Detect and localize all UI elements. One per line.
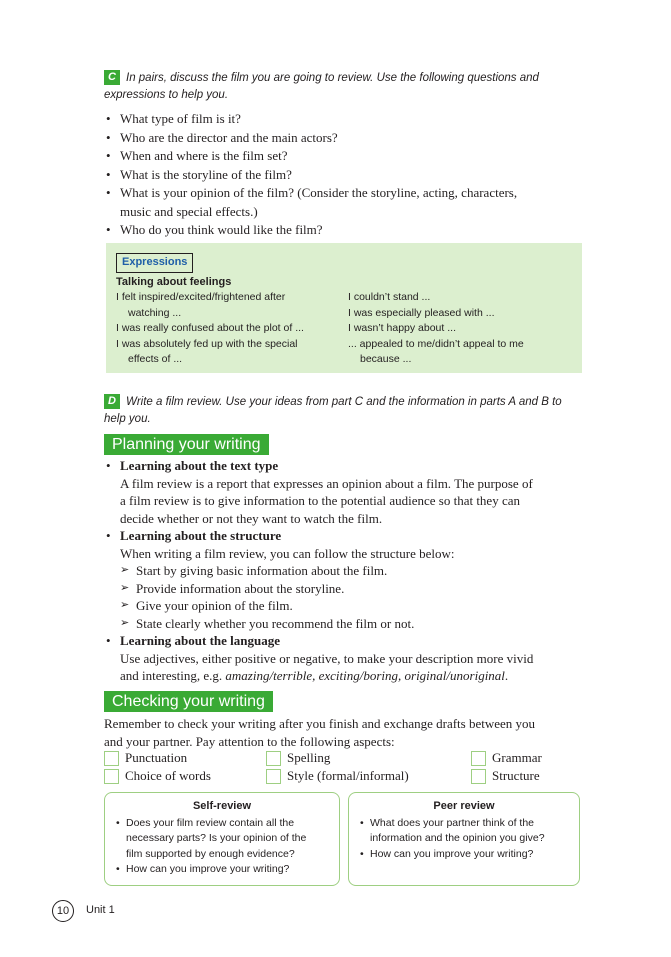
discussion-questions — [104, 110, 580, 240]
planning-heading: Planning your writing — [104, 434, 269, 455]
task-c-label: C — [104, 70, 120, 85]
checkbox[interactable] — [471, 769, 486, 784]
question-item: • What is the storyline of the film? — [104, 166, 580, 185]
structure-step: ➢ Give your opinion of the film. — [104, 597, 574, 615]
language-title: • Learning about the language — [104, 632, 574, 650]
checkbox[interactable] — [104, 751, 119, 766]
checkbox[interactable] — [266, 769, 281, 784]
peer-review-item: • How can you improve your writing? — [357, 847, 579, 863]
checkbox[interactable] — [104, 769, 119, 784]
language-body: Use adjectives, either positive or negative, to make your description more vivid and interesting, e.g. amazing/terrible, exciting/boring, original/unoriginal. — [120, 650, 534, 683]
page-number: 10 — [52, 900, 74, 922]
expressions-heading: Talking about feelings — [116, 276, 232, 288]
self-review-item: • Does your film review contain all the necessary parts? Is your opinion of the film supported by enough evidence? — [113, 816, 339, 863]
peer-review-item: • What does your partner think of the information and the opinion you give? — [357, 816, 579, 847]
text-type-body: A film review is a report that expresses an opinion about a film. The purpose of a film review is to give information to the potential audience so that they can decide whether or not they want to watch the film. — [120, 475, 533, 526]
aspect-style[interactable]: Style (formal/informal) — [266, 768, 409, 784]
expressions-box — [106, 243, 582, 373]
checking-heading: Checking your writing — [104, 691, 273, 712]
task-d-label: D — [104, 394, 120, 409]
aspect-choice-of-words[interactable]: Choice of words — [104, 768, 211, 784]
text-type-title: • Learning about the text type — [104, 457, 574, 475]
task-c-instruction: C In pairs, discuss the film you are going to review. Use the following questions and expressions to help you. — [104, 71, 539, 101]
planning-section — [104, 457, 574, 685]
checkbox[interactable] — [266, 751, 281, 766]
adjective-examples: amazing/terrible, exciting/boring, original/unoriginal — [225, 668, 505, 683]
structure-step: ➢ Start by giving basic information about the film. — [104, 562, 574, 580]
question-item: • What type of film is it? — [104, 110, 580, 129]
expressions-right-column: I couldn’t stand ... I was especially pleased with ... I wasn’t happy about ... ... appealed to me/didn’t appeal to me because ... — [348, 291, 524, 365]
self-review-title: Self-review — [192, 800, 252, 812]
unit-label: Unit 1 — [86, 904, 115, 916]
peer-review-box — [348, 792, 580, 886]
expressions-tag: Expressions — [116, 253, 193, 273]
question-item: • What is your opinion of the film? (Consider the storyline, acting, characters, music and special effects.) — [104, 184, 580, 221]
aspect-structure[interactable]: Structure — [471, 768, 540, 784]
aspect-punctuation[interactable]: Punctuation — [104, 750, 187, 766]
structure-step: ➢ State clearly whether you recommend the film or not. — [104, 615, 574, 633]
aspect-spelling[interactable]: Spelling — [266, 750, 330, 766]
expressions-left-column: I felt inspired/excited/frightened after watching ... I was really confused about the plot of ... I was absolutely fed up with the special effects of ... — [116, 291, 304, 365]
self-review-box — [104, 792, 340, 886]
question-item: • When and where is the film set? — [104, 147, 580, 166]
structure-intro: When writing a film review, you can follow the structure below: — [120, 545, 455, 561]
question-item: • Who do you think would like the film? — [104, 221, 580, 240]
checkbox[interactable] — [471, 751, 486, 766]
structure-step: ➢ Provide information about the storyline. — [104, 580, 574, 598]
structure-title: • Learning about the structure — [104, 527, 574, 545]
task-d-instruction: D Write a film review. Use your ideas from part C and the information in parts A and B to help you. — [104, 395, 562, 425]
question-item: • Who are the director and the main actors? — [104, 129, 580, 148]
checking-text: Remember to check your writing after you finish and exchange drafts between you and your partner. Pay attention to the following aspects: — [104, 716, 536, 749]
peer-review-title: Peer review — [433, 800, 495, 812]
self-review-item: • How can you improve your writing? — [113, 862, 339, 878]
aspect-grammar[interactable]: Grammar — [471, 750, 542, 766]
